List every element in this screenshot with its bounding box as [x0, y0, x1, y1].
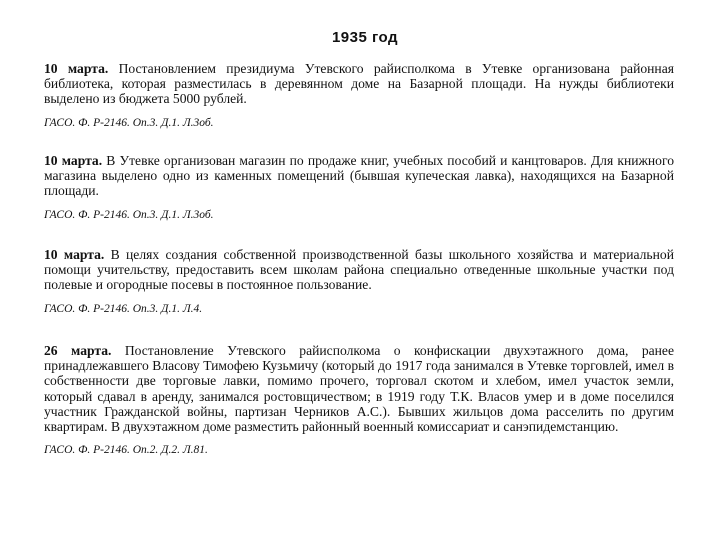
archive-reference: ГАСО. Ф. Р-2146. Оп.3. Д.1. Л.4.	[44, 302, 203, 315]
entry-text: Постановление Утевского райисполкома о конфискации двухэтажного дома, ранее принадлежавшего Власову Тимофею Кузьмичу (который до 1917 года занимался в Утевке торговлей, имел в собственности две торговые лавки, помимо прочего, торговал скотом и хлебом, имел участок земли, который сдавал в аренду, занимался ростовщичеством; в 1919 году Т.К. Власов умер и в доме поселился участник Гражданской войны, партизан Черников А.С.). Бывших жильцов дома расселить по другим квартирам. В двухэтажном доме разместить районный военный комиссариат и санэпидемстанцию.	[44, 343, 674, 435]
entry-date: 10 марта.	[44, 247, 105, 262]
entry-text: В Утевке организован магазин по продаже книг, учебных пособий и канцтоваров. Для книжного магазина выделено одно из каменных помещений (бывшая купеческая лавка), находящихся на Базарной площади.	[44, 153, 674, 199]
archive-reference: ГАСО. Ф. Р-2146. Оп.2. Д.2. Л.81.	[44, 444, 208, 457]
entry-date: 26 марта.	[44, 343, 112, 358]
chronicle-entry	[44, 153, 674, 222]
entry-paragraph	[44, 61, 674, 107]
chronicle-entry	[44, 247, 674, 316]
entry-paragraph	[44, 153, 674, 199]
chronicle-entry	[44, 343, 674, 457]
entry-text: В целях создания собственной производственной базы школьного хозяйства и материальной помощи учительству, предоставить всем школам района специально отведенные школьные участки под полевые и огородные посевы в постоянное пользование.	[44, 247, 674, 293]
entry-paragraph	[44, 247, 674, 293]
archive-reference: ГАСО. Ф. Р-2146. Оп.3. Д.1. Л.3об.	[44, 208, 214, 221]
entry-date: 10 марта.	[44, 61, 109, 76]
archive-reference: ГАСО. Ф. Р-2146. Оп.3. Д.1. Л.3об.	[44, 116, 214, 129]
year-heading: 1935 год	[331, 29, 399, 46]
entry-text: Постановлением президиума Утевского райисполкома в Утевке организована районная библиотека, которая разместилась в деревянном доме на Базарной площади. На нужды библиотеки выделено из бюджета 5000 рублей.	[44, 61, 674, 107]
entry-paragraph	[44, 343, 674, 434]
entry-date: 10 марта.	[44, 153, 103, 168]
chronicle-entry	[44, 61, 674, 130]
